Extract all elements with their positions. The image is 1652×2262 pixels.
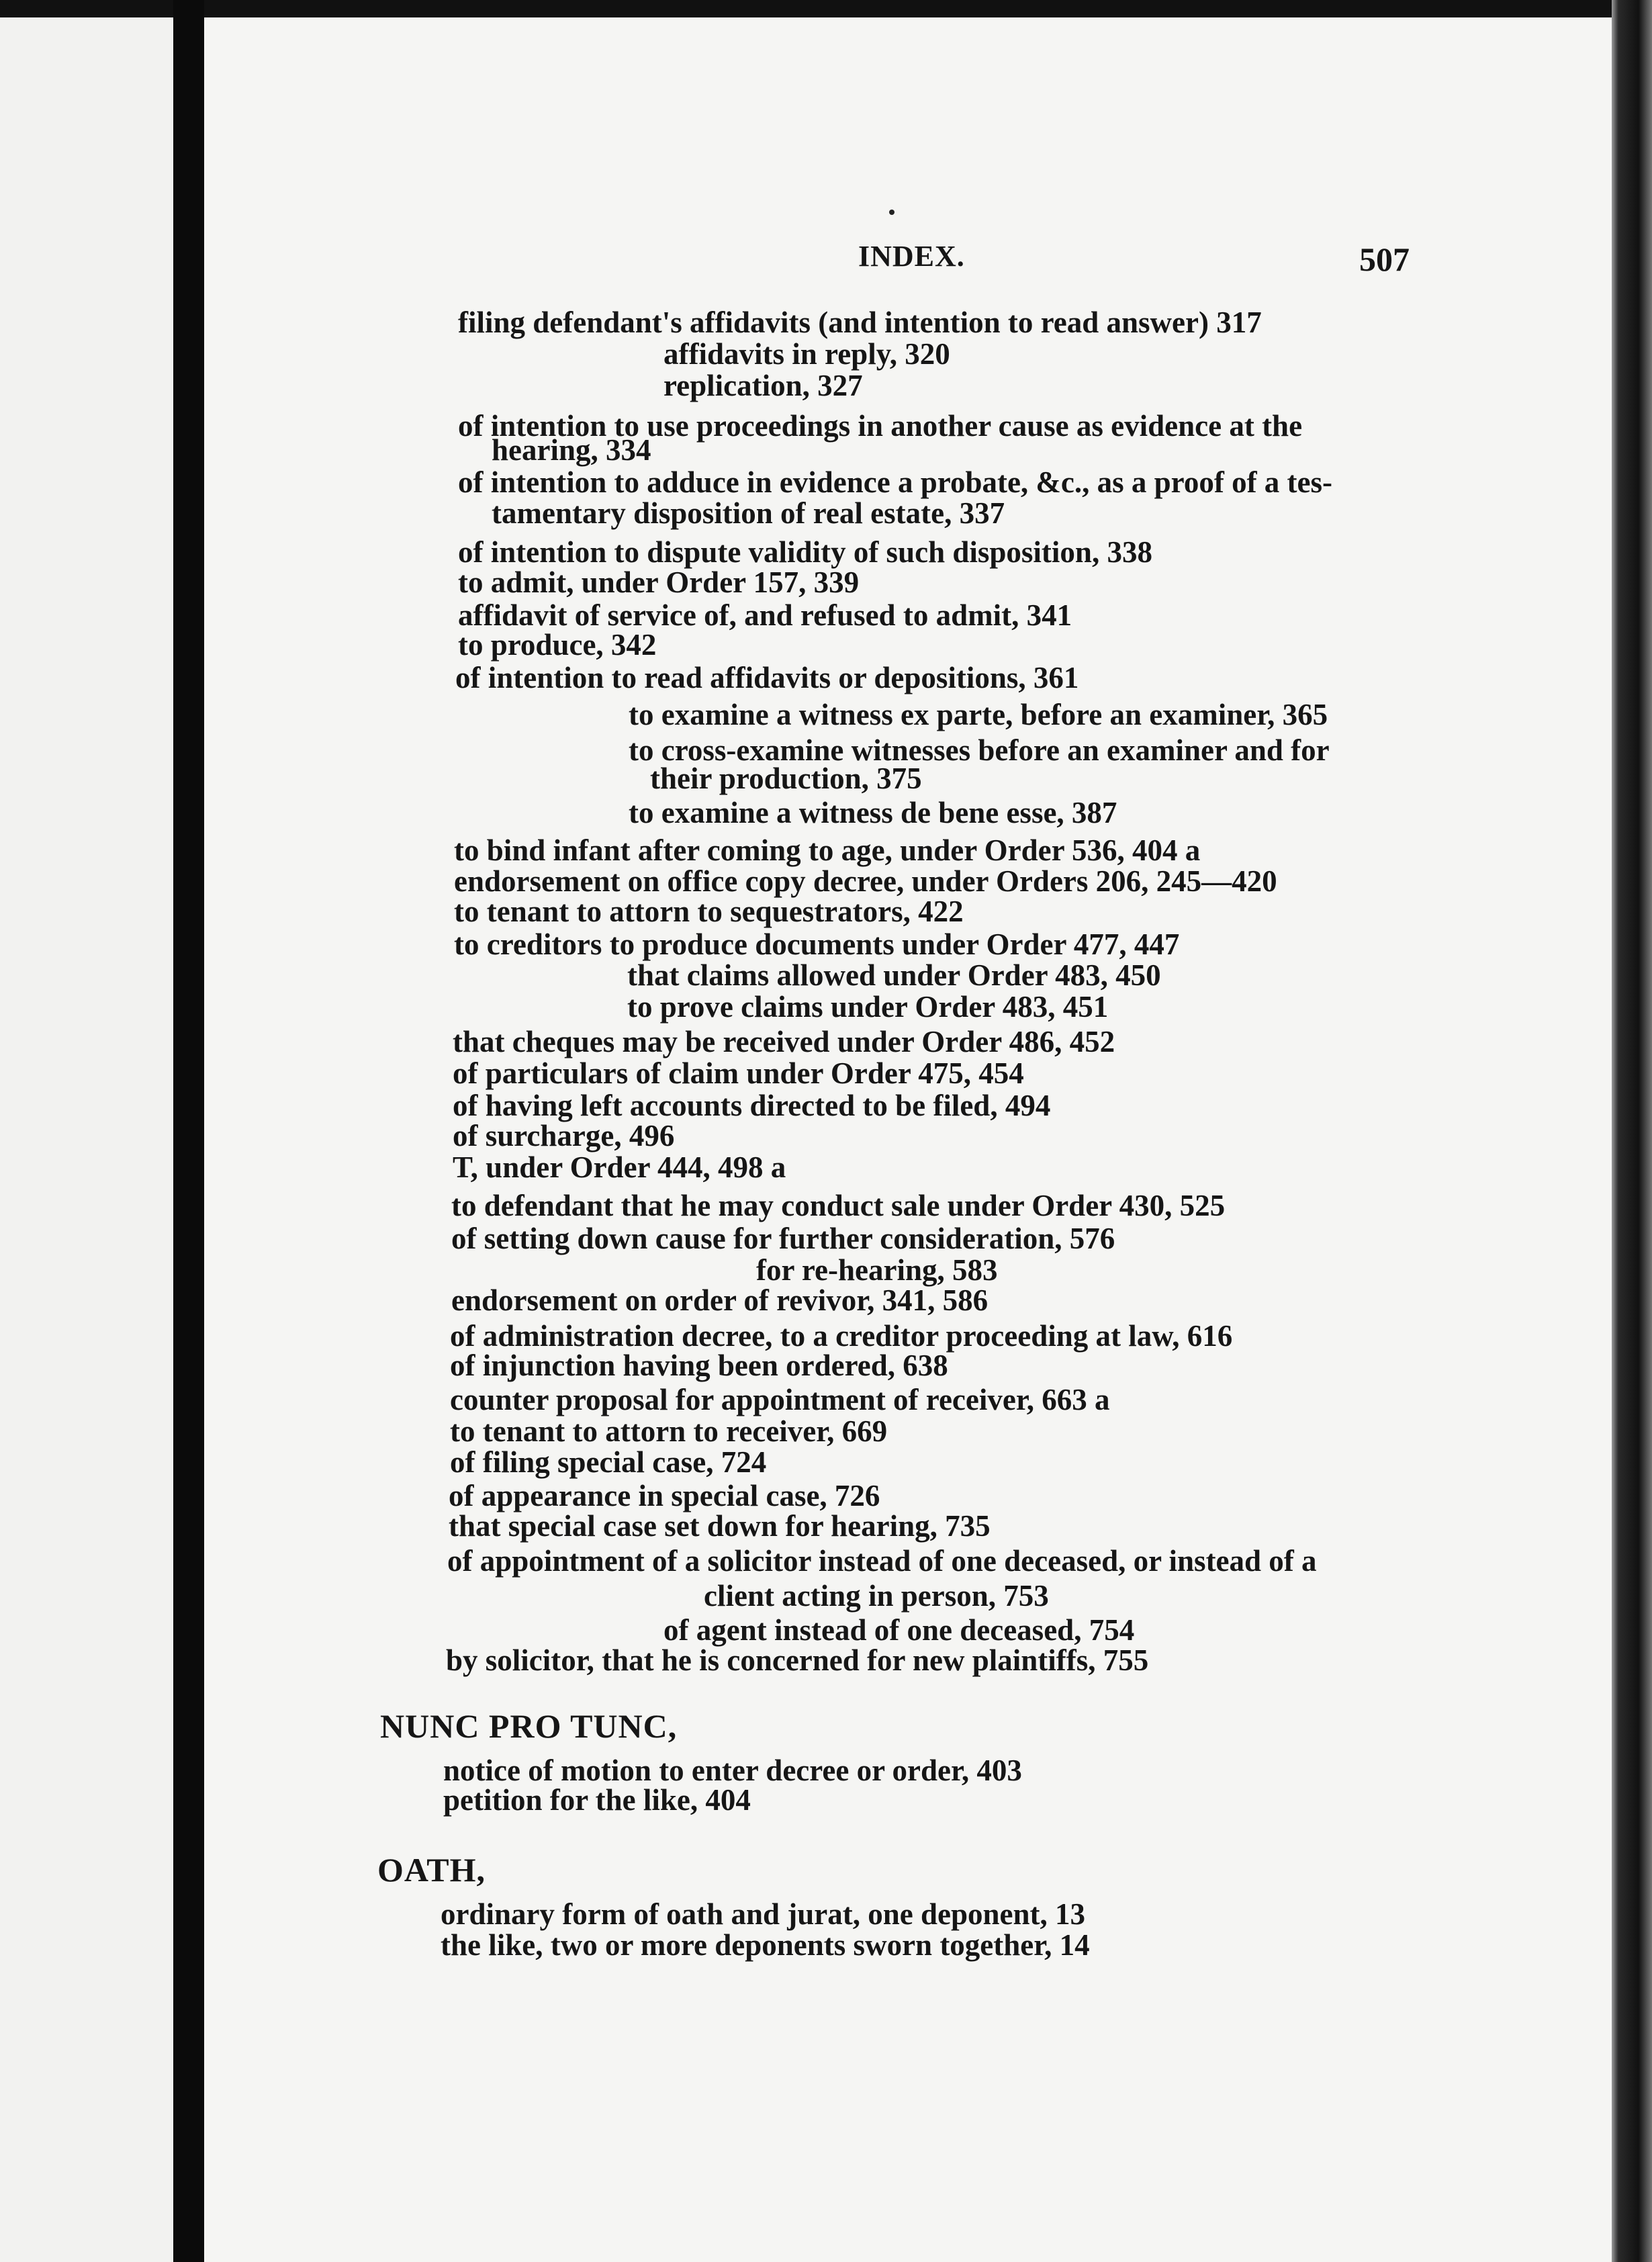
- index-line: affidavits in reply, 320: [663, 337, 950, 371]
- index-line: to creditors to produce documents under Order 477, 447: [454, 928, 1180, 961]
- index-line: tamentary disposition of real estate, 337: [492, 496, 1005, 530]
- index-line: of having left accounts directed to be filed, 494: [453, 1089, 1051, 1122]
- index-line: of administration decree, to a creditor proceeding at law, 616: [450, 1319, 1233, 1353]
- index-line: that cheques may be received under Order 486, 452: [453, 1025, 1115, 1058]
- index-line: to cross-examine witnesses before an examiner and for: [629, 733, 1330, 767]
- index-line: endorsement on order of revivor, 341, 586: [451, 1283, 989, 1317]
- book-gutter: [173, 0, 204, 2262]
- index-line: of intention to read affidavits or depositions, 361: [455, 661, 1079, 694]
- index-line: to examine a witness ex parte, before an examiner, 365: [629, 698, 1328, 731]
- index-line: that claims allowed under Order 483, 450: [627, 958, 1161, 992]
- index-line: to defendant that he may conduct sale under Order 430, 525: [451, 1189, 1226, 1222]
- ink-dot: [889, 210, 894, 215]
- index-line: to produce, 342: [458, 628, 657, 662]
- index-line: notice of motion to enter decree or order, 403: [443, 1754, 1022, 1787]
- index-line: of intention to use proceedings in another cause as evidence at the: [458, 409, 1303, 443]
- section-heading-nunc-pro-tunc: NUNC PRO TUNC,: [380, 1707, 678, 1745]
- index-line: hearing, 334: [492, 433, 651, 467]
- section-heading-oath: OATH,: [377, 1851, 486, 1889]
- index-line: T, under Order 444, 498 a: [453, 1150, 786, 1184]
- index-line: of injunction having been ordered, 638: [450, 1349, 948, 1382]
- index-line: to bind infant after coming to age, under Order 536, 404 a: [454, 833, 1201, 867]
- index-line: the like, two or more deponents sworn together, 14: [441, 1928, 1090, 1962]
- index-line: filing defendant's affidavits (and intention to read answer) 317: [458, 306, 1262, 339]
- index-line: to prove claims under Order 483, 451: [627, 990, 1109, 1024]
- index-line: affidavit of service of, and refused to admit, 341: [458, 598, 1072, 632]
- index-line: their production, 375: [650, 762, 922, 795]
- index-line: endorsement on office copy decree, under Orders 206, 245—420: [454, 864, 1277, 898]
- index-line: of agent instead of one deceased, 754: [663, 1613, 1135, 1647]
- index-line: of particulars of claim under Order 475, 454: [453, 1056, 1024, 1090]
- index-line: to tenant to attorn to receiver, 669: [450, 1414, 888, 1448]
- index-line: by solicitor, that he is concerned for new plaintiffs, 755: [446, 1643, 1149, 1677]
- index-line: client acting in person, 753: [704, 1579, 1049, 1613]
- index-line: of appearance in special case, 726: [449, 1479, 880, 1512]
- index-line: to admit, under Order 157, 339: [458, 566, 860, 599]
- index-line: of intention to adduce in evidence a probate, &c., as a proof of a tes-: [458, 465, 1333, 499]
- index-line: for re-hearing, 583: [756, 1253, 998, 1287]
- index-line: petition for the like, 404: [443, 1783, 751, 1817]
- index-line: to tenant to attorn to sequestrators, 422: [454, 895, 964, 928]
- index-line: of intention to dispute validity of such disposition, 338: [458, 535, 1152, 569]
- scan-top-edge: [0, 0, 1652, 17]
- index-line: that special case set down for hearing, 735: [449, 1509, 991, 1543]
- index-line: to examine a witness de bene esse, 387: [629, 796, 1117, 829]
- scan-right-edge: [1612, 0, 1652, 2262]
- running-header: INDEX.: [858, 240, 965, 273]
- index-line: of surcharge, 496: [453, 1119, 675, 1152]
- index-line: replication, 327: [663, 369, 863, 402]
- page-number: 507: [1359, 240, 1410, 278]
- index-line: ordinary form of oath and jurat, one deponent, 13: [441, 1897, 1086, 1931]
- index-line: of appointment of a solicitor instead of one deceased, or instead of a: [447, 1544, 1317, 1578]
- index-line: of setting down cause for further consideration, 576: [451, 1222, 1115, 1255]
- left-facing-page: [0, 0, 173, 2262]
- index-line: counter proposal for appointment of receiver, 663 a: [450, 1383, 1110, 1416]
- index-line: of filing special case, 724: [450, 1445, 767, 1479]
